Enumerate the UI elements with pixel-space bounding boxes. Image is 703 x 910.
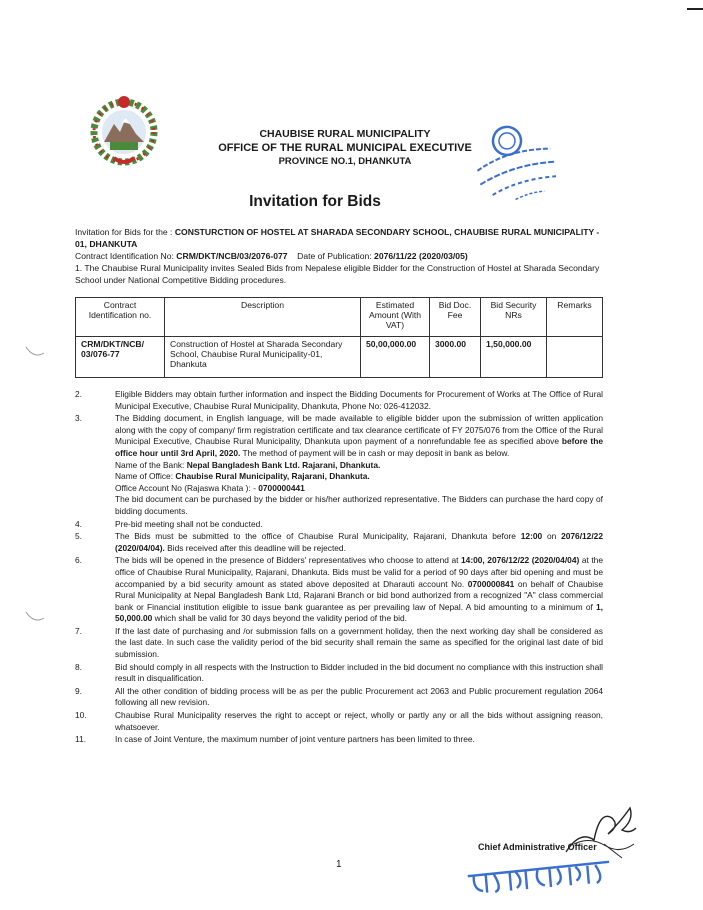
item-text: Pre-bid meeting shall not be conducted. [115, 518, 263, 529]
municipality-name: CHAUBISE RURAL MUNICIPALITY [259, 128, 431, 140]
item-text [115, 413, 603, 517]
item-text: Bid should comply in all respects with the Instruction to Bidder included in the bid document no compliance with this instruction shall result in disqualification. [115, 661, 603, 684]
item-number: 6. [75, 555, 82, 566]
item-text: If the last date of purchasing and /or submission falls on a government holiday, then the next working day shall be considered as the last date. In such case the validity period of the bid security shall remain the same as specified for the original last date of bid submission. [115, 625, 603, 660]
ifb-line [75, 226, 600, 250]
list-item [75, 519, 603, 531]
office-name: OFFICE OF THE RURAL MUNICIPAL EXECUTIVE [218, 142, 472, 154]
submission-time: 12:00 [520, 531, 543, 542]
ifb-subject: CONSTURCTION OF HOSTEL AT SHARADA SECONDARY SCHOOL, CHAUBISE RURAL MUNICIPALITY - 01, DHANKUTA [75, 227, 600, 249]
list-item [75, 389, 603, 412]
item-text-part: The method of payment will be in cash or may deposit in bank as below. [240, 447, 510, 458]
table-cell: Construction of Hostel at Sharada Secondary School, Chaubise Rural Municipality-01, Dhankuta [165, 337, 361, 378]
office-line [115, 471, 603, 483]
table-row [76, 337, 603, 378]
list-item [75, 626, 603, 661]
bid-table [75, 297, 603, 378]
item-text [115, 531, 603, 554]
item-number: 3. [75, 413, 82, 424]
office-label: Name of Office: [115, 471, 176, 482]
contract-number: CRM/DKT/NCB/03/2076-077 [176, 251, 288, 261]
item-number: 9. [75, 685, 82, 696]
table-header: Bid Security NRs [481, 298, 547, 337]
devanagari-stamp-icon [464, 858, 614, 894]
item-text: Eligible Bidders may obtain further information and inspect the Bidding Documents for Procurement of Works at The Office of Rural Municipal Executive, Chaubise Rural Municipality, Dhankuta, Phone No: 026-412032. [115, 389, 603, 411]
page-number: 1 [336, 859, 342, 870]
item-text [115, 555, 603, 625]
punch-hole-mark [24, 345, 46, 359]
dharauti-account: 0700000841 [467, 578, 515, 589]
account-label: Office Account No (Rajaswa Khata ): - [115, 482, 259, 493]
office-seal-stamp-icon [464, 118, 564, 214]
nepal-emblem-icon [86, 92, 162, 168]
table-cell: 1,50,000.00 [481, 337, 547, 378]
item-number: 8. [75, 661, 82, 672]
office-value: Chaubise Rural Municipality, Rajarani, Dhankuta. [175, 471, 370, 482]
ifb-prefix: Invitation for Bids for the : [75, 227, 175, 237]
item-text-part: on [542, 531, 562, 542]
item-text-part: on behalf of Chaubise Rural Municipality at Nepal Bangladesh Bank Ltd, Rajarani Branch or bid bond authorized from a recognized "A" class commercial bank or Financial institution eligible to issue bank guarantee as per prevailing law of Nepal. A bid amounting to a minimum of [115, 578, 603, 612]
item-number: 10. [75, 710, 87, 721]
province-line: PROVINCE NO.1, DHANKUTA [278, 156, 412, 167]
account-number: 0700000441 [258, 482, 305, 493]
item-text-part: at the office of Chaubise Rural Municipality, Rajarani, Dhankuta. Bids must be valid for a period of 90 days after bid opening and must be accompanied by a bid security amount as stated above deposited at Dharauti account No. [115, 555, 603, 589]
paragraph-1: 1. The Chaubise Rural Municipality invites Sealed Bids from Nepalese eligible Bidder for the Construction of Hostel at Sharada Secondary School under National Competitive Bidding procedures. [75, 263, 600, 285]
list-item [75, 686, 603, 709]
contract-line [75, 250, 600, 262]
table-header-row [76, 298, 603, 337]
punch-hole-mark [24, 610, 46, 624]
signatory-title: Chief Administrative Officer [478, 842, 597, 852]
item-text-part: The Bidding document, in English language, will be made available to eligible bidder upon the submission of written application along with the copy of company/ firm registration certificate and tax clearance certificate of FY 2075/076 from the Office of the Rural Municipal Executive, Chaubise Rural Municipality, Dhankuta upon payment of a nonrefundable fee as specified above [115, 413, 603, 447]
item-number: 11. [75, 734, 87, 745]
table-header: Bid Doc. Fee [430, 298, 481, 337]
publication-prefix: Date of Publication: [297, 251, 375, 261]
opening-datetime: 14:00, 2076/12/22 (2020/04/04) [461, 555, 580, 566]
list-item [75, 710, 603, 733]
purchase-note: The bid document can be purchased by the bidder or his/her authorized representative. The Bidders can purchase the hard copy of bidding documents. [115, 494, 603, 516]
table-header: Estimated Amount (With VAT) [361, 298, 430, 337]
item-text: Chaubise Rural Municipality reserves the right to accept or reject, wholly or partly any or all the bids without assigning reason, whatsoever. [115, 710, 603, 732]
list-item [75, 555, 603, 625]
table-cell: 3000.00 [430, 337, 481, 378]
table-header: Description [165, 298, 361, 337]
item-text-part: Bids received after this deadline will be rejected. [164, 542, 346, 553]
submission-date: 2076/12/22 (2020/04/04). [115, 531, 603, 553]
item-number: 4. [75, 518, 82, 529]
bank-line [115, 460, 603, 472]
minimum-amount: 1, 50,000.00 [115, 601, 603, 624]
item-number: 7. [75, 625, 82, 636]
publication-date: 2076/11/22 (2020/03/05) [374, 251, 468, 261]
item-text-part: The Bids must be submitted to the office of Chaubise Rural Municipality, Rajarani, Dhankuta before [115, 531, 521, 542]
bank-label: Name of the Bank: [115, 459, 187, 470]
item-text-part: which shall be valid for 30 days beyond the validity period of the bid. [152, 613, 407, 624]
item-text: All the other condition of bidding process will be as per the public Procurement act 2063 and Public procurement regulation 2064 following all new revision. [115, 685, 603, 708]
document-title: Invitation for Bids [249, 193, 381, 210]
list-item [75, 734, 603, 746]
list-item [75, 662, 603, 685]
item-number: 5. [75, 531, 82, 542]
item-number: 2. [75, 389, 82, 399]
scan-edge-mark [687, 8, 703, 10]
numbered-clauses [75, 389, 603, 747]
deadline-text: before the office hour until 3rd April, 2020. [115, 436, 603, 458]
table-cell [547, 337, 603, 378]
list-item [75, 531, 603, 554]
table-header: Remarks [547, 298, 603, 337]
item-text-part: The bids will be opened in the presence of Bidders' representatives who choose to attend at [115, 555, 461, 566]
intro-section [75, 226, 600, 286]
table-cell: 50,00,000.00 [361, 337, 430, 378]
account-line [115, 483, 603, 495]
contract-prefix: Contract Identification No: [75, 251, 177, 261]
table-cell: CRM/DKT/NCB/ 03/076-77 [76, 337, 165, 378]
table-header: Contract Identification no. [76, 298, 165, 337]
list-item [75, 413, 603, 517]
item-text: In case of Joint Venture, the maximum number of joint venture partners has been limited to three. [115, 734, 475, 745]
bank-name: Nepal Bangladesh Bank Ltd. Rajarani, Dhankuta. [186, 459, 381, 470]
